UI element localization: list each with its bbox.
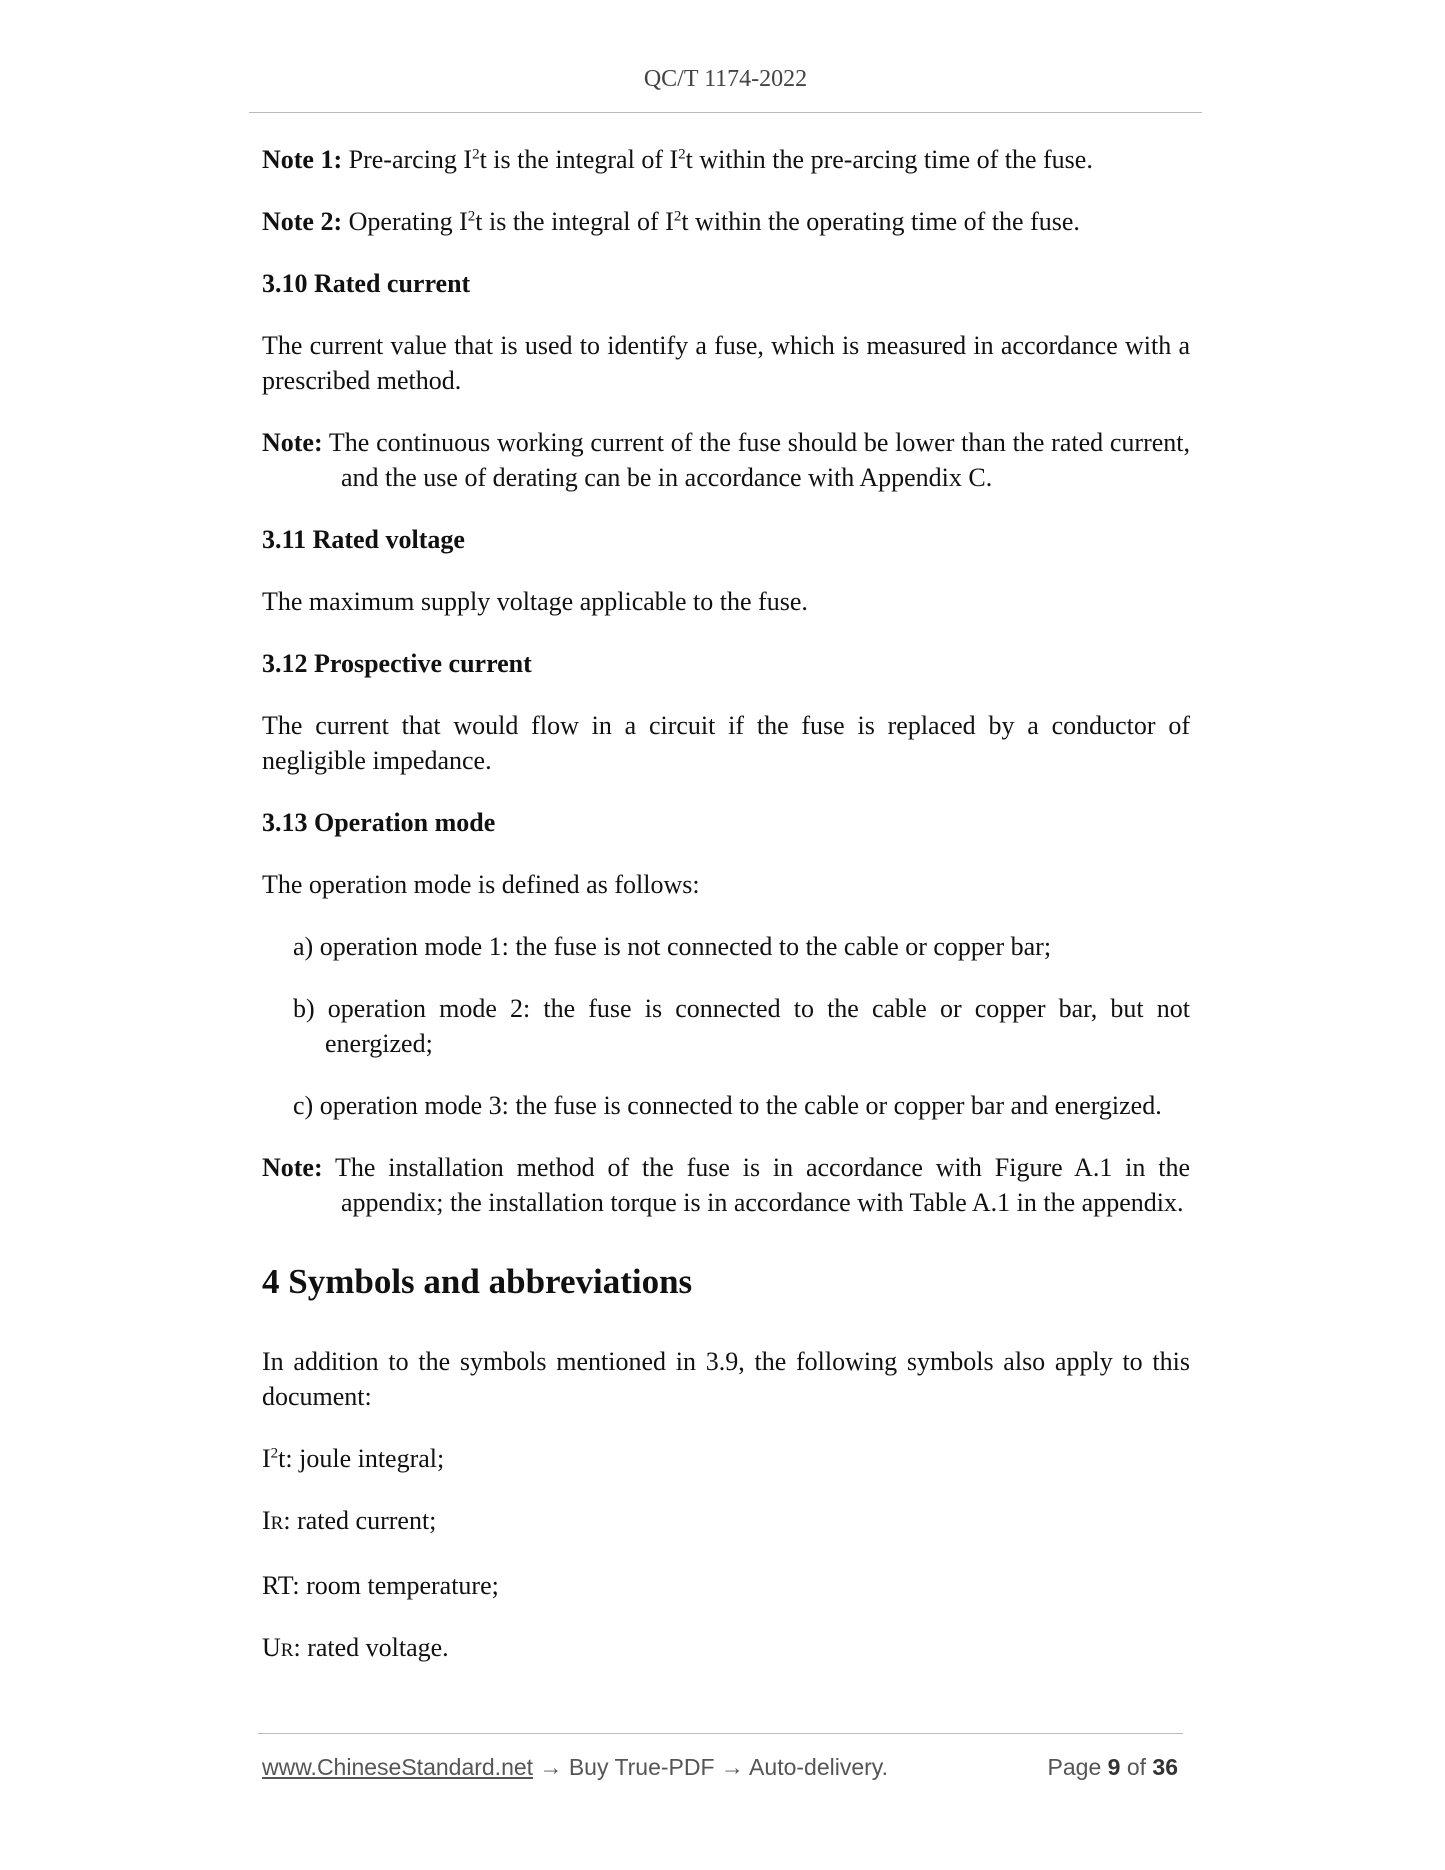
note-1-label: Note 1:	[262, 145, 343, 174]
section-3-13-note	[262, 1150, 1190, 1220]
header-divider	[249, 112, 1202, 113]
note-2-label: Note 2:	[262, 207, 343, 236]
footer-tagline: → Buy True-PDF → Auto-delivery.	[533, 1754, 888, 1780]
chinesestandard-link[interactable]: www.ChineseStandard.net	[262, 1754, 534, 1780]
superscript: 2	[467, 208, 476, 225]
of-label: of	[1120, 1754, 1153, 1780]
note-1-text: Pre-arcing I	[342, 145, 473, 174]
note-2-text: t is the integral of I	[475, 207, 674, 236]
section-3-12-heading: 3.12 Prospective current	[262, 649, 532, 678]
symbol-rated-current	[262, 1503, 1190, 1541]
note-label: Note:	[262, 428, 323, 457]
symbol-rated-voltage	[262, 1630, 1190, 1668]
symbol-base: I	[262, 1506, 271, 1535]
list-item: a) operation mode 1: the fuse is not connected to the cable or copper bar;	[293, 932, 1052, 961]
list-item: c) operation mode 3: the fuse is connected to the cable or copper bar and energized.	[293, 1091, 1162, 1120]
superscript: 2	[472, 146, 480, 163]
document-code-header: QC/T 1174-2022	[643, 66, 808, 92]
symbol-room-temperature: RT: room temperature;	[262, 1571, 499, 1600]
footer-divider	[258, 1733, 1183, 1734]
note-2	[262, 204, 1190, 239]
symbol-definition: : rated voltage.	[293, 1633, 449, 1662]
total-pages: 36	[1152, 1754, 1178, 1780]
section-3-10-note	[262, 425, 1190, 495]
note-text: The installation method of the fuse is in accordance with Figure A.1 in the appendix; the installation torque is in accordance with Table A.1 in the appendix.	[322, 1153, 1190, 1217]
section-3-11-body: The maximum supply voltage applicable to the fuse.	[262, 587, 808, 616]
section-3-13-body: The operation mode is defined as follows:	[262, 870, 700, 899]
list-item: b) operation mode 2: the fuse is connected to the cable or copper bar, but not energized;	[293, 994, 1190, 1058]
section-4-intro: In addition to the symbols mentioned in 3.9, the following symbols also apply to this document:	[262, 1347, 1190, 1411]
section-3-10-heading: 3.10 Rated current	[262, 269, 471, 298]
subscript: R	[270, 1513, 284, 1534]
note-2-text: Operating I	[342, 207, 468, 236]
symbol-definition: : rated current;	[283, 1506, 437, 1535]
symbol-definition: t: joule integral;	[278, 1444, 445, 1473]
note-1-text: t is the integral of I	[479, 145, 679, 174]
page-content	[262, 142, 1190, 1695]
note-1-text: t within the pre-arcing time of the fuse.	[685, 145, 1093, 174]
page-number: 9	[1107, 1754, 1121, 1780]
symbol-base: U	[262, 1633, 281, 1662]
section-3-12-body: The current that would flow in a circuit if the fuse is replaced by a conductor of negligible impedance.	[262, 711, 1190, 775]
page-label: Page	[1047, 1754, 1108, 1780]
symbol-base: I	[262, 1444, 271, 1473]
page-footer	[262, 1754, 1182, 1781]
note-2-text: t within the operating time of the fuse.	[681, 207, 1080, 236]
note-1	[262, 142, 1190, 177]
superscript: 2	[270, 1445, 279, 1462]
note-label: Note:	[262, 1153, 323, 1182]
section-3-11-heading: 3.11 Rated voltage	[262, 525, 465, 554]
section-4-heading: 4 Symbols and abbreviations	[262, 1262, 693, 1301]
section-3-10-body: The current value that is used to identify a fuse, which is measured in accordance with a prescribed method.	[262, 331, 1190, 395]
subscript: R	[280, 1640, 294, 1661]
superscript: 2	[678, 146, 686, 163]
superscript: 2	[673, 208, 682, 225]
symbol-joule-integral	[262, 1441, 1190, 1476]
section-3-13-heading: 3.13 Operation mode	[262, 808, 496, 837]
page-counter	[1048, 1754, 1178, 1781]
note-text: The continuous working current of the fuse should be lower than the rated current, and the use of derating can be in accordance with Appendix C.	[322, 428, 1190, 492]
